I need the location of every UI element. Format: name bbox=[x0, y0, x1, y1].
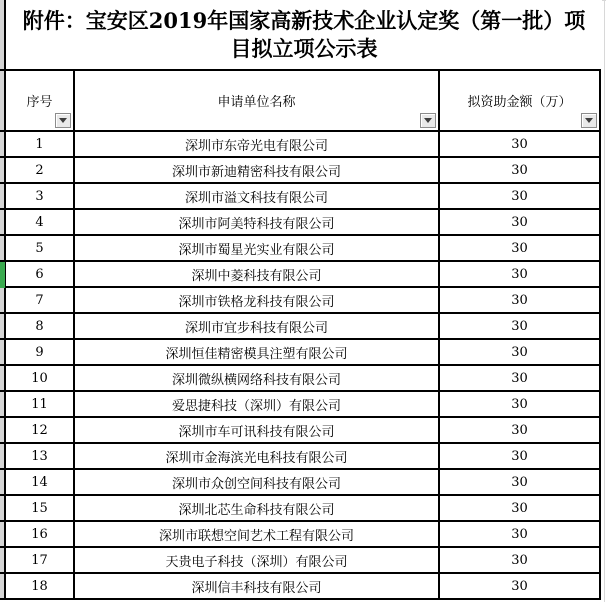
company-name-cell[interactable]: 天贵电子科技（深圳）有限公司 bbox=[75, 548, 440, 572]
table-row bbox=[0, 444, 601, 470]
table-row bbox=[0, 236, 601, 262]
row-number-cell[interactable]: 11 bbox=[6, 392, 75, 416]
company-name-cell[interactable]: 爱思捷科技（深圳）有限公司 bbox=[75, 392, 440, 416]
row-number-cell[interactable]: 12 bbox=[6, 418, 75, 442]
row-number-cell[interactable]: 9 bbox=[6, 340, 75, 364]
filter-dropdown-icon bbox=[585, 118, 593, 123]
company-name-cell[interactable]: 深圳市溢文科技有限公司 bbox=[75, 184, 440, 208]
amount-cell[interactable]: 30 bbox=[440, 392, 601, 416]
amount-cell[interactable]: 30 bbox=[440, 418, 601, 442]
approval-table bbox=[0, 69, 601, 600]
filter-button-no[interactable] bbox=[55, 113, 71, 128]
amount-cell[interactable]: 30 bbox=[440, 288, 601, 312]
table-row bbox=[0, 210, 601, 236]
page-title-line2: 目拟立项公示表 bbox=[230, 36, 378, 61]
amount-cell[interactable]: 30 bbox=[440, 574, 601, 598]
company-name-cell[interactable]: 深圳市新迪精密科技有限公司 bbox=[75, 158, 440, 182]
header-cell-no[interactable] bbox=[6, 71, 75, 130]
header-cell-company[interactable] bbox=[75, 71, 440, 130]
filter-dropdown-icon bbox=[59, 118, 67, 123]
table-header-row bbox=[0, 69, 601, 132]
company-name-cell[interactable]: 深圳市宜步科技有限公司 bbox=[75, 314, 440, 338]
row-number-cell[interactable]: 7 bbox=[6, 288, 75, 312]
table-row bbox=[0, 184, 601, 210]
company-name-cell[interactable]: 深圳微纵横网络科技有限公司 bbox=[75, 366, 440, 390]
header-cell-amount[interactable] bbox=[440, 71, 601, 130]
row-number-cell[interactable]: 16 bbox=[6, 522, 75, 546]
table-body bbox=[0, 132, 601, 600]
amount-cell[interactable]: 30 bbox=[440, 262, 601, 286]
table-row bbox=[0, 418, 601, 444]
header-label-company: 申请单位名称 bbox=[217, 95, 296, 110]
row-number-cell[interactable]: 14 bbox=[6, 470, 75, 494]
company-name-cell[interactable]: 深圳北芯生命科技有限公司 bbox=[75, 496, 440, 520]
amount-cell[interactable]: 30 bbox=[440, 210, 601, 234]
table-row bbox=[0, 132, 601, 158]
row-number-cell[interactable]: 18 bbox=[6, 574, 75, 598]
amount-cell[interactable]: 30 bbox=[440, 184, 601, 208]
amount-cell[interactable]: 30 bbox=[440, 444, 601, 468]
title-cell bbox=[4, 0, 602, 69]
header-label-amount: 拟资助金额（万） bbox=[467, 95, 572, 110]
company-name-cell[interactable]: 深圳市联想空间艺术工程有限公司 bbox=[75, 522, 440, 546]
company-name-cell[interactable]: 深圳市铁格龙科技有限公司 bbox=[75, 288, 440, 312]
table-row bbox=[0, 366, 601, 392]
row-number-cell[interactable]: 4 bbox=[6, 210, 75, 234]
company-name-cell[interactable]: 深圳市蜀星光实业有限公司 bbox=[75, 236, 440, 260]
table-row bbox=[0, 392, 601, 418]
amount-cell[interactable]: 30 bbox=[440, 314, 601, 338]
row-number-cell[interactable]: 5 bbox=[6, 236, 75, 260]
table-row bbox=[0, 496, 601, 522]
table-row bbox=[0, 470, 601, 496]
table-row bbox=[0, 158, 601, 184]
table-row bbox=[0, 288, 601, 314]
company-name-cell[interactable]: 深圳市车可讯科技有限公司 bbox=[75, 418, 440, 442]
row-number-cell[interactable]: 15 bbox=[6, 496, 75, 520]
row-number-cell[interactable]: 3 bbox=[6, 184, 75, 208]
amount-cell[interactable]: 30 bbox=[440, 548, 601, 572]
table-row bbox=[0, 574, 601, 600]
company-name-cell[interactable]: 深圳市众创空间科技有限公司 bbox=[75, 470, 440, 494]
amount-cell[interactable]: 30 bbox=[440, 236, 601, 260]
amount-cell[interactable]: 30 bbox=[440, 496, 601, 520]
filter-button-company[interactable] bbox=[420, 113, 436, 128]
amount-cell[interactable]: 30 bbox=[440, 340, 601, 364]
company-name-cell[interactable]: 深圳市阿美特科技有限公司 bbox=[75, 210, 440, 234]
row-number-cell[interactable]: 2 bbox=[6, 158, 75, 182]
amount-cell[interactable]: 30 bbox=[440, 132, 601, 156]
header-label-no: 序号 bbox=[26, 95, 53, 110]
company-name-cell[interactable]: 深圳市金海滨光电科技有限公司 bbox=[75, 444, 440, 468]
table-row bbox=[0, 262, 601, 288]
row-number-cell[interactable]: 10 bbox=[6, 366, 75, 390]
company-name-cell[interactable]: 深圳中菱科技有限公司 bbox=[75, 262, 440, 286]
amount-cell[interactable]: 30 bbox=[440, 366, 601, 390]
table-row bbox=[0, 522, 601, 548]
company-name-cell[interactable]: 深圳信丰科技有限公司 bbox=[75, 574, 440, 598]
table-row bbox=[0, 314, 601, 340]
row-number-cell[interactable]: 1 bbox=[6, 132, 75, 156]
right-gridline bbox=[604, 0, 605, 602]
row-number-cell[interactable]: 8 bbox=[6, 314, 75, 338]
row-number-cell[interactable]: 6 bbox=[6, 262, 75, 286]
company-name-cell[interactable]: 深圳恒佳精密模具注塑有限公司 bbox=[75, 340, 440, 364]
amount-cell[interactable]: 30 bbox=[440, 470, 601, 494]
selected-row-indicator bbox=[0, 262, 5, 288]
table-row bbox=[0, 548, 601, 574]
amount-cell[interactable]: 30 bbox=[440, 158, 601, 182]
filter-dropdown-icon bbox=[424, 118, 432, 123]
table-row bbox=[0, 340, 601, 366]
page-title-line1: 附件：宝安区2019年国家高新技术企业认定奖（第一批）项 bbox=[22, 8, 586, 33]
amount-cell[interactable]: 30 bbox=[440, 522, 601, 546]
filter-button-amount[interactable] bbox=[581, 113, 597, 128]
row-number-cell[interactable]: 13 bbox=[6, 444, 75, 468]
row-number-cell[interactable]: 17 bbox=[6, 548, 75, 572]
company-name-cell[interactable]: 深圳市东帝光电有限公司 bbox=[75, 132, 440, 156]
